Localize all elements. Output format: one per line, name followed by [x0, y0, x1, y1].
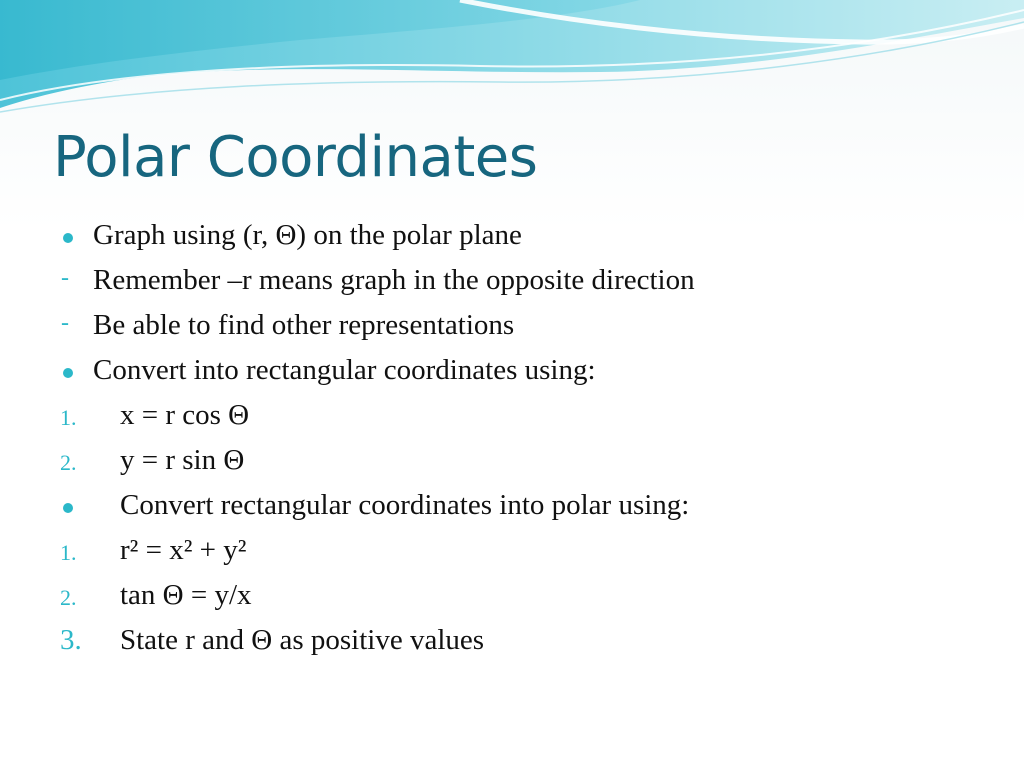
number-marker: 2. — [60, 450, 77, 475]
bullet-list — [0, 217, 1024, 667]
header-wave-decoration — [0, 0, 1024, 120]
bullet-text: State r and Θ as positive values — [120, 624, 485, 656]
bullet-text: Graph using (r, Θ) on the polar plane — [93, 219, 522, 251]
bullet-dot-icon — [63, 503, 73, 513]
bullet-dash-marker: - — [61, 310, 69, 336]
list-item — [0, 397, 1024, 442]
bullet-dot-icon — [63, 368, 73, 378]
bullet-text: tan Θ = y/x — [120, 579, 252, 611]
number-marker: 2. — [60, 585, 77, 610]
list-item — [0, 262, 1024, 307]
list-item — [0, 487, 1024, 532]
list-item — [0, 532, 1024, 577]
bullet-text: Convert rectangular coordinates into polar using: — [120, 489, 690, 521]
bullet-text: x = r cos Θ — [120, 399, 250, 431]
list-item — [0, 622, 1024, 667]
list-item — [0, 577, 1024, 622]
list-item — [0, 307, 1024, 352]
bullet-text: r² = x² + y² — [120, 534, 247, 566]
bullet-text: Be able to find other representations — [93, 309, 515, 341]
bullet-dash-marker: - — [61, 265, 69, 291]
number-marker: 1. — [60, 540, 77, 565]
bullet-text: Remember –r means graph in the opposite direction — [93, 264, 695, 296]
slide-title: Polar Coordinates — [53, 125, 538, 190]
number-marker: 1. — [60, 405, 77, 430]
list-item — [0, 217, 1024, 262]
number-marker: 3. — [60, 624, 82, 656]
bullet-dot-icon — [63, 233, 73, 243]
bullet-text: Convert into rectangular coordinates using: — [93, 354, 596, 386]
list-item — [0, 442, 1024, 487]
bullet-text: y = r sin Θ — [120, 444, 245, 476]
list-item — [0, 352, 1024, 397]
